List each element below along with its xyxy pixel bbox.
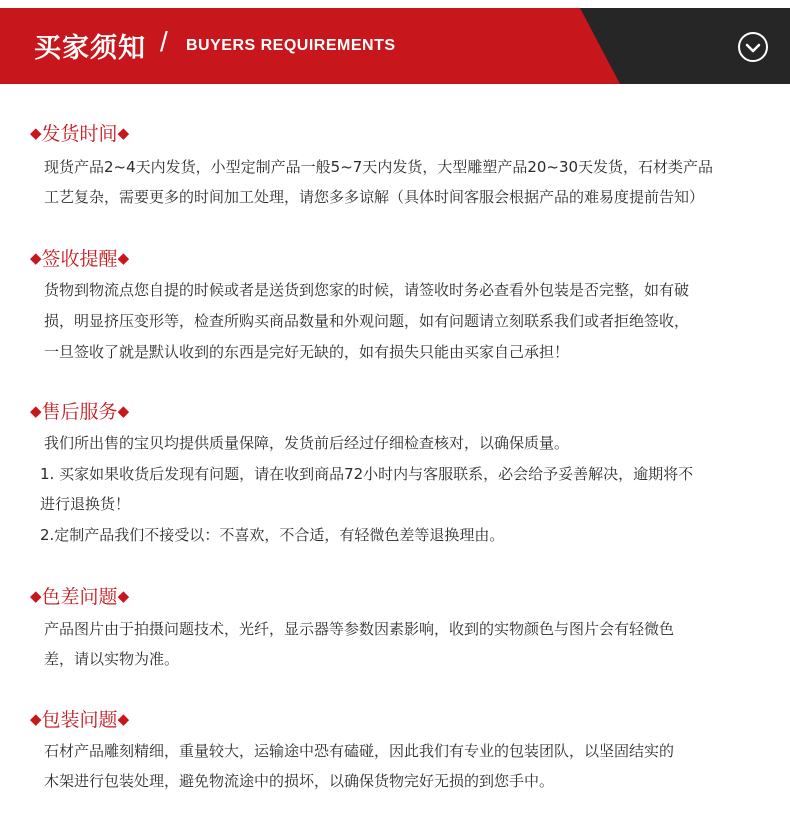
section-title: ◆售后服务◆	[30, 401, 130, 423]
body-line: 进行退换货！	[40, 495, 131, 513]
body-line: 差，请以实物为准。	[44, 650, 180, 668]
body-line: 1. 买家如果收货后发现有问题，请在收到商品72小时内与客服联系，必会给予妥善解决，逾期将不	[40, 465, 694, 483]
header-banner	[0, 0, 790, 86]
section-title: ◆发货时间◆	[30, 123, 130, 145]
body-line: 损，明显挤压变形等，检查所购买商品数量和外观问题，如有问题请立刻联系我们或者拒绝签收，	[44, 312, 690, 330]
banner-title-en: BUYERS REQUIREMENTS	[186, 37, 396, 54]
banner-slash: /	[160, 26, 168, 57]
diamond-icon: ◆	[117, 124, 130, 142]
diamond-icon: ◆	[117, 402, 130, 420]
body-line: 货物到物流点您自提的时候或者是送货到您家的时候，请签收时务必查看外包装是否完整，如有破	[44, 281, 690, 299]
diamond-icon: ◆	[117, 710, 130, 728]
section-title: ◆包装问题◆	[30, 709, 130, 731]
body-line: 产品图片由于拍摄问题技术，光纤，显示器等参数因素影响，收到的实物颜色与图片会有轻微色	[44, 620, 675, 638]
body-line: 工艺复杂，需要更多的时间加工处理，请您多多谅解（具体时间客服会根据产品的难易度提前告知）	[44, 188, 705, 206]
diamond-icon: ◆	[117, 587, 130, 605]
diamond-icon: ◆	[30, 402, 42, 420]
section-title: ◆色差问题◆	[30, 586, 130, 608]
banner-title-cn: 买家须知	[34, 33, 146, 64]
diamond-icon: ◆	[30, 124, 42, 142]
body-line: 一旦签收了就是默认收到的东西是完好无缺的，如有损失只能由买家自己承担！	[44, 343, 570, 361]
chevron-down-circle-icon[interactable]	[737, 31, 769, 63]
body-line: 现货产品2~4天内发货，小型定制产品一般5~7天内发货，大型雕塑产品20~30天发货，石材类产品	[44, 158, 714, 176]
diamond-icon: ◆	[30, 249, 42, 267]
diamond-icon: ◆	[117, 249, 130, 267]
body-line: 木架进行包装处理，避免物流途中的损坏，以确保货物完好无损的到您手中。	[44, 772, 555, 790]
section-title: ◆签收提醒◆	[30, 248, 130, 270]
body-line: 我们所出售的宝贝均提供质量保障，发货前后经过仔细检查核对，以确保质量。	[44, 434, 570, 452]
diamond-icon: ◆	[30, 710, 42, 728]
body-line: 石材产品雕刻精细，重量较大，运输途中恐有磕碰，因此我们有专业的包装团队，以坚固结实的	[44, 742, 675, 760]
body-line: 2.定制产品我们不接受以：不喜欢，不合适，有轻微色差等退换理由。	[40, 526, 505, 544]
diamond-icon: ◆	[30, 587, 42, 605]
